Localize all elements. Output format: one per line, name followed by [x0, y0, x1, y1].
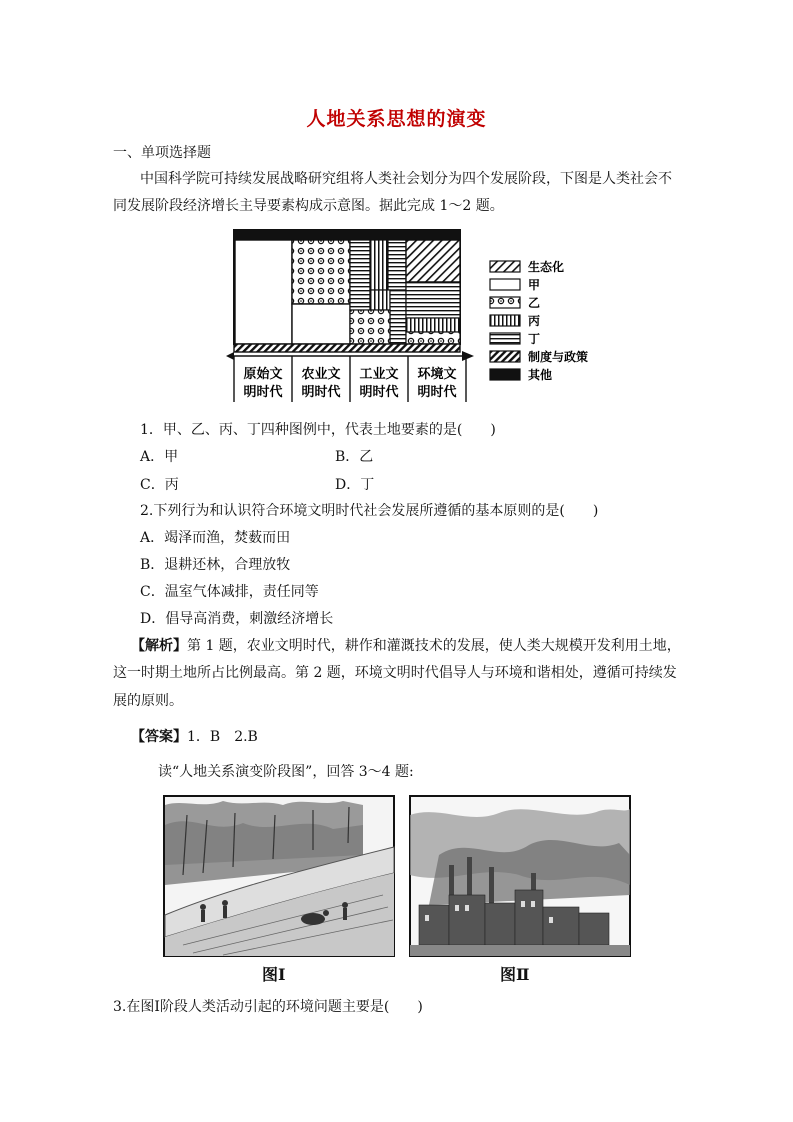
segment-jia-era2	[292, 304, 350, 344]
segment-bing-era3-top	[370, 240, 388, 290]
segment-yi-era2	[292, 240, 350, 304]
question-2-option-d: D．倡导高消费，刺激经济增长	[140, 611, 334, 627]
legend-label: 丙	[528, 314, 541, 328]
answer-text: 1．B 2.B	[187, 729, 258, 745]
era-label: 环境文	[417, 367, 457, 382]
segment-other	[234, 230, 460, 240]
question-1-stem: 1．甲、乙、丙、丁四种图例中，代表土地要素的是( )	[140, 422, 496, 438]
question-2-option-c: C．温室气体减排，责任同等	[140, 584, 319, 600]
figure-caption-1: 图Ⅰ	[262, 965, 286, 984]
question-2-option-a: A．竭泽而渔，焚薮而田	[140, 530, 291, 546]
page-title: 人地关系思想的演变	[306, 108, 487, 130]
economic-growth-factors-figure	[226, 226, 616, 406]
intro-line-1: 中国科学院可持续发展战略研究组将人类社会划分为四个发展阶段，下图是人类社会不	[140, 171, 672, 187]
segment-policy	[234, 344, 460, 352]
read-instruction: 读“人地关系演变阶段图”，回答 3～4 题:	[158, 764, 414, 780]
segment-yi-era4	[406, 332, 460, 344]
analysis-paragraph	[131, 637, 681, 655]
question-2-option-b: B．退耕还林，合理放牧	[140, 557, 291, 573]
segment-bing-era4	[406, 318, 460, 332]
industrial-illustration	[409, 795, 631, 957]
legend-label: 生态化	[528, 260, 565, 274]
analysis-line-3: 展的原则。	[113, 693, 183, 709]
era-label: 明时代	[359, 385, 399, 400]
segment-ding-era4	[406, 282, 460, 318]
question-3-stem: 3.在图Ⅰ阶段人类活动引起的环境问题主要是( )	[113, 999, 423, 1015]
era-label: 农业文	[301, 367, 341, 382]
legend-label: 丁	[528, 332, 541, 346]
segment-bing-era3	[370, 290, 390, 310]
answer-label: 【答案】	[131, 729, 187, 745]
question-1-option-c: C．丙	[140, 477, 179, 493]
question-1-option-b: B．乙	[335, 449, 374, 465]
segment-jia-era1	[235, 240, 292, 344]
era-label: 原始文	[243, 367, 283, 382]
farming-illustration	[163, 795, 395, 957]
era-label: 明时代	[301, 385, 341, 400]
section-heading: 一、单项选择题	[113, 145, 211, 161]
segment-ding-era3-low	[390, 290, 406, 344]
answer-line	[131, 728, 258, 746]
figure-caption-2: 图Ⅱ	[500, 965, 530, 984]
legend-label: 乙	[528, 296, 541, 310]
intro-line-2: 同发展阶段经济增长主导要素构成示意图。据此完成 1～2 题。	[113, 198, 504, 214]
analysis-label: 【解析】	[131, 638, 187, 654]
analysis-line-2: 这一时期土地所占比例最高。第 2 题，环境文明时代倡导人与环境和谐相处，遵循可持续发	[113, 665, 677, 681]
era-label: 工业文	[359, 367, 399, 382]
legend-label: 甲	[528, 278, 541, 292]
era-label: 明时代	[417, 385, 457, 400]
legend-label: 制度与政策	[528, 350, 589, 364]
segment-ding-era3	[350, 240, 370, 310]
analysis-text: 第 1 题，农业文明时代，耕作和灌溉技术的发展，使人类大规模开发利用土地，	[187, 638, 681, 654]
question-1-option-d: D．丁	[335, 477, 375, 493]
question-2-stem: 2.下列行为和认识符合环境文明时代社会发展所遵循的基本原则的是( )	[140, 503, 599, 519]
legend-label: 其他	[528, 368, 553, 382]
segment-ding-era3-top	[388, 240, 406, 290]
question-1-option-a: A．甲	[140, 449, 179, 465]
segment-yi-era3	[350, 310, 390, 344]
segment-ecological-era4	[406, 240, 460, 282]
figure-legend	[490, 259, 588, 382]
era-label: 明时代	[243, 385, 283, 400]
